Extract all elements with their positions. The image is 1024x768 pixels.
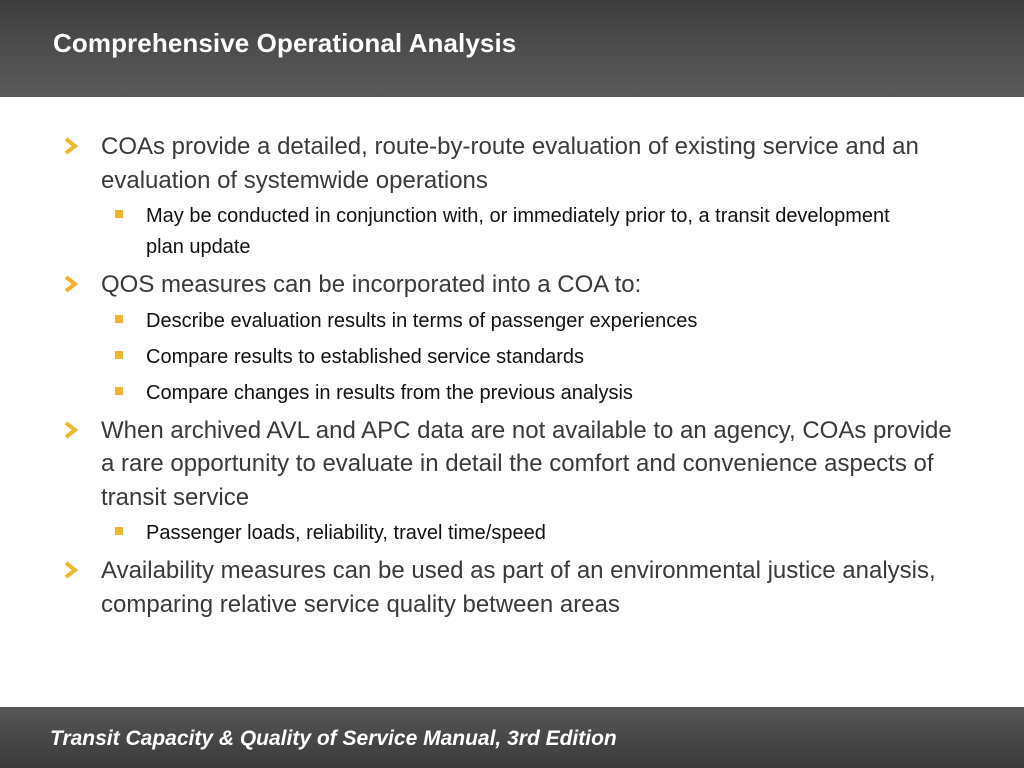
sub-bullet-text: Describe evaluation results in terms of passenger experiences xyxy=(146,309,698,332)
square-bullet-icon xyxy=(115,527,123,535)
chevron-right-icon xyxy=(62,560,80,580)
bullet-item xyxy=(0,130,1024,197)
bullet-text: Availability measures can be used as part of an environmental justice analysis, comparing relative service quality between areas xyxy=(101,557,936,618)
bullet-text: COAs provide a detailed, route-by-route evaluation of existing service and an evaluation of systemwide operations xyxy=(101,133,919,194)
sub-bullet-item xyxy=(0,518,1024,549)
sub-bullet-text: Compare results to established service standards xyxy=(146,345,584,368)
sub-bullet-item xyxy=(0,201,1024,263)
chevron-right-icon xyxy=(62,136,80,156)
sub-bullet-text: Compare changes in results from the previous analysis xyxy=(146,381,633,404)
footer-bar xyxy=(0,707,1024,768)
square-bullet-icon xyxy=(115,210,123,218)
bullet-text: QOS measures can be incorporated into a COA to: xyxy=(101,271,642,298)
bullet-text: When archived AVL and APC data are not available to an agency, COAs provide a rare opportunity to evaluate in detail the comfort and convenience aspects of transit service xyxy=(101,416,952,511)
square-bullet-icon xyxy=(115,315,123,323)
sub-bullet-text: Passenger loads, reliability, travel time/speed xyxy=(146,522,546,544)
chevron-right-icon xyxy=(62,420,80,440)
square-bullet-icon xyxy=(115,387,123,395)
footer-text: Transit Capacity & Quality of Service Manual, 3rd Edition xyxy=(50,727,617,750)
title-bar xyxy=(0,0,1024,97)
chevron-right-icon xyxy=(62,274,80,294)
bullet-list xyxy=(0,130,1024,625)
sub-bullet-text: May be conducted in conjunction with, or immediately prior to, a transit development plan update xyxy=(146,205,890,258)
square-bullet-icon xyxy=(115,351,123,359)
bullet-item xyxy=(0,554,1024,621)
sub-bullet-item xyxy=(0,306,1024,337)
slide-title: Comprehensive Operational Analysis xyxy=(53,28,517,58)
bullet-item xyxy=(0,414,1024,515)
sub-bullet-item xyxy=(0,378,1024,409)
sub-bullet-item xyxy=(0,342,1024,373)
bullet-item xyxy=(0,268,1024,302)
